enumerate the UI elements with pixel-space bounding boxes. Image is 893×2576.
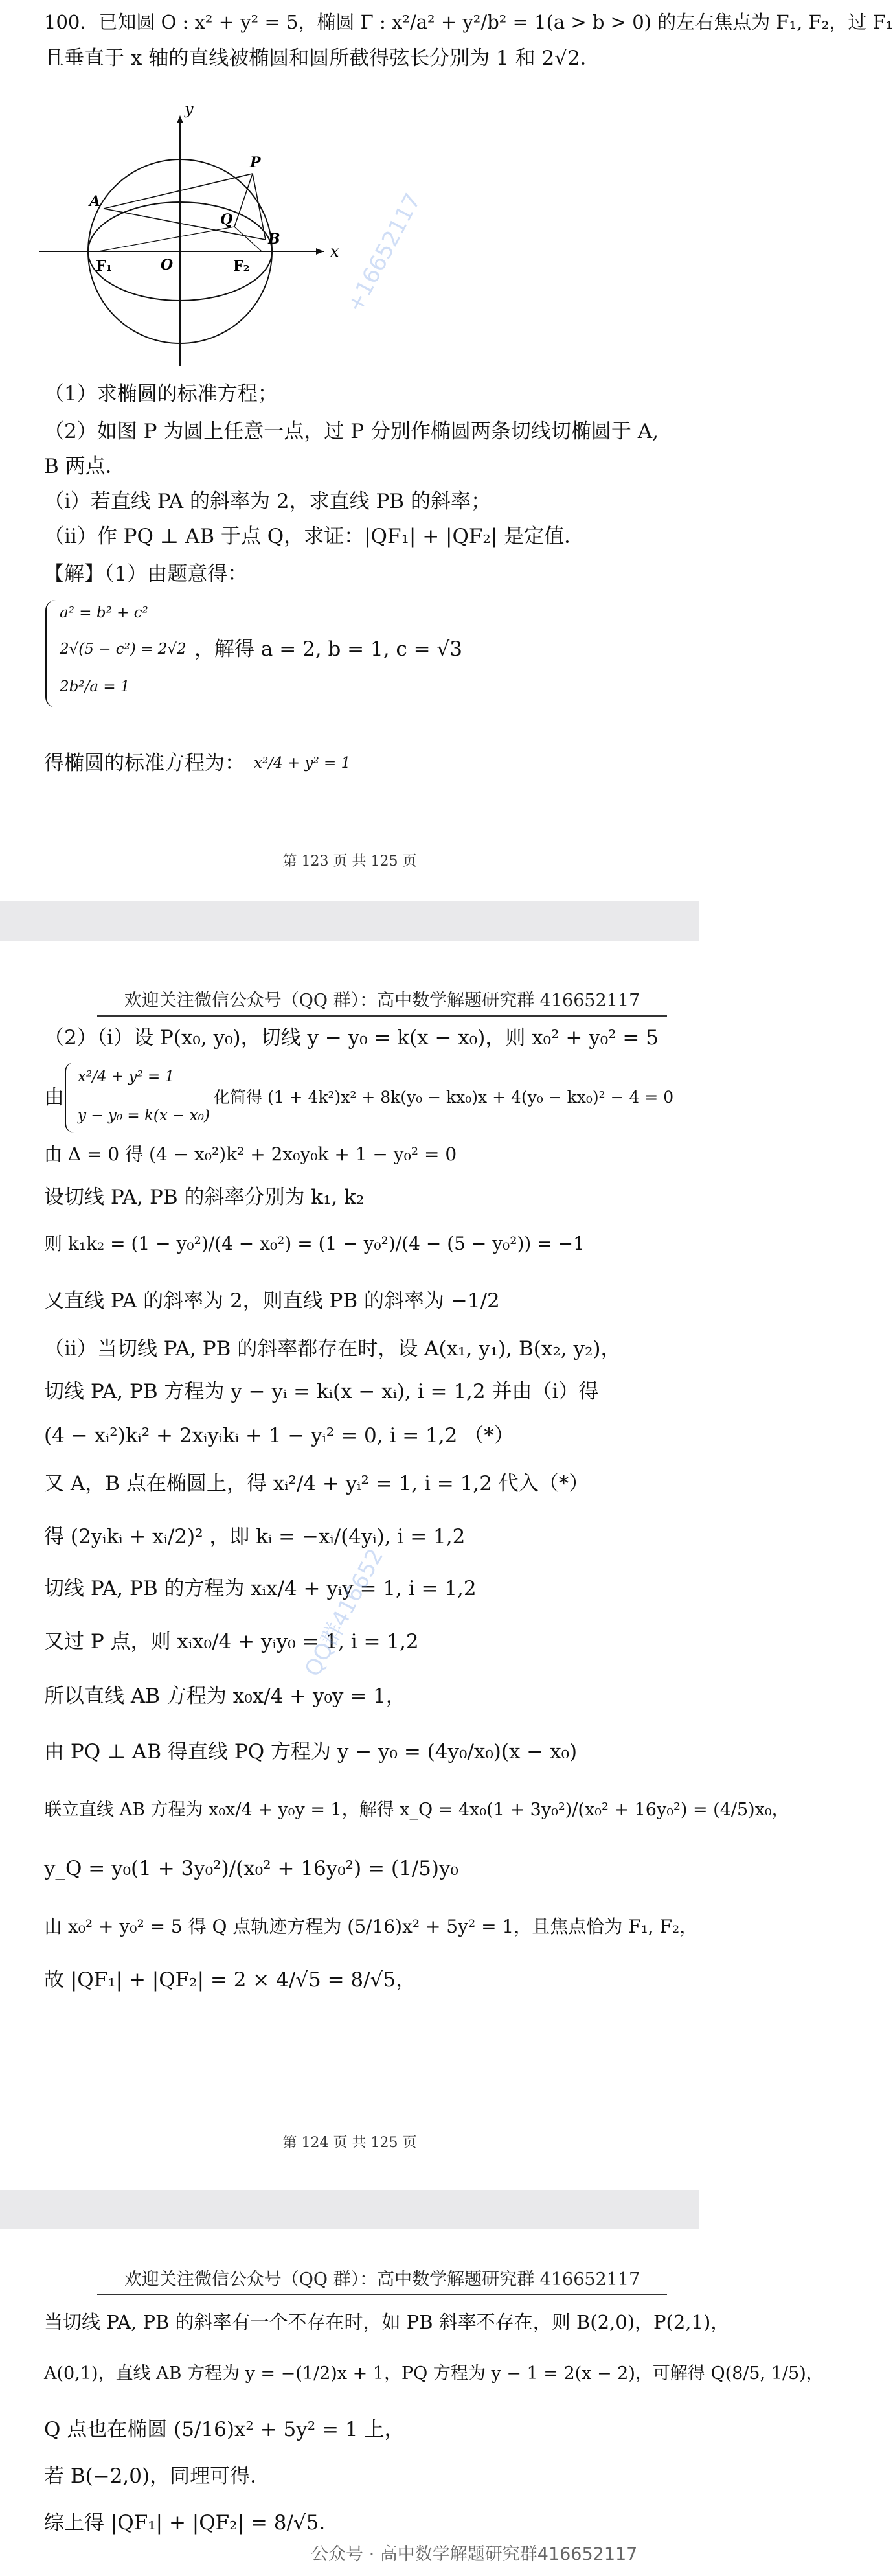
line-4: 设切线 PA, PB 的斜率分别为 k₁, k₂	[44, 1186, 365, 1209]
line-3: 由 Δ = 0 得 (4 − x₀²)k² + 2x₀y₀k + 1 − y₀² = 0	[44, 1144, 457, 1165]
page-separator	[0, 2190, 699, 2229]
line-15: 由 PQ ⊥ AB 得直线 PQ 方程为 y − y₀ = (4y₀/x₀)(x − x₀)	[44, 1740, 578, 1764]
line-9: (4 − xᵢ²)kᵢ² + 2xᵢyᵢkᵢ + 1 − yᵢ² = 0, i = 1,2 （*）	[44, 1424, 514, 1447]
line-11: 得 (2yᵢkᵢ + xᵢ/2)² ，即 kᵢ = −xᵢ/(4yᵢ), i = 1,2	[44, 1525, 466, 1548]
line-13: 又过 P 点，则 xᵢx₀/4 + yᵢy₀ = 1, i = 1,2	[44, 1630, 419, 1653]
line-2-prefix: 由	[44, 1086, 64, 1109]
label-f1: F₁	[96, 258, 113, 275]
std-eq-label: 得椭圆的标准方程为：	[44, 752, 245, 775]
page-header: 欢迎关注微信公众号（QQ 群）：高中数学解题研究群 416652117	[97, 2265, 667, 2295]
question-2-line1: （2）如图 P 为圆上任意一点，过 P 分别作椭圆两条切线切椭圆于 A,	[44, 420, 659, 443]
line-16: 联立直线 AB 方程为 x₀x/4 + y₀y = 1，解得 x_Q = 4x₀(1 + 3y₀²)/(x₀² + 16y₀²) = (4/5)x₀，	[44, 1800, 789, 1820]
line-3: Q 点也在椭圆 (5/16)x² + 5y² = 1 上，	[44, 2418, 405, 2441]
line-6: 又直线 PA 的斜率为 2，则直线 PB 的斜率为 −1/2	[44, 1289, 500, 1313]
page-separator	[0, 901, 699, 941]
system-eq3: 2b²/a = 1	[60, 678, 130, 695]
problem-statement-line2: 且垂直于 x 轴的直线被椭圆和圆所截得弦长分别为 1 和 2√2．	[44, 47, 600, 70]
solution-heading: 【解】（1）由题意得：	[44, 562, 248, 586]
label-q: Q	[220, 211, 233, 228]
label-o: O	[161, 257, 174, 273]
page-footer: 第 124 页 共 125 页	[282, 2135, 417, 2151]
line-4: 若 B(−2,0)，同理可得．	[44, 2465, 271, 2488]
line-7: （ii）当切线 PA, PB 的斜率都存在时，设 A(x₁, y₁), B(x₂, y₂)，	[44, 1337, 621, 1361]
system-brace	[45, 600, 56, 707]
ellipse-circle-figure	[39, 97, 343, 369]
watermark-2: QQ群416652	[300, 1544, 389, 1681]
question-1: （1）求椭圆的标准方程；	[44, 382, 278, 406]
label-f2: F₂	[233, 258, 250, 275]
question-2-i: （i）若直线 PA 的斜率为 2，求直线 PB 的斜率；	[44, 490, 491, 513]
line-2: A(0,1)，直线 AB 方程为 y = −(1/2)x + 1，PQ 方程为 y − 1 = 2(x − 2)，可解得 Q(8/5, 1/5)，	[44, 2363, 824, 2384]
line-19: 故 |QF₁| + |QF₂| = 2 × 4/√5 = 8/√5，	[44, 1968, 416, 1992]
page-footer: 第 123 页 共 125 页	[282, 853, 417, 869]
line-14: 所以直线 AB 方程为 x₀x/4 + y₀y = 1，	[44, 1685, 406, 1708]
question-2-ii: （ii）作 PQ ⊥ AB 于点 Q，求证：|QF₁| + |QF₂| 是定值．	[44, 525, 585, 548]
line-5: 综上得 |QF₁| + |QF₂| = 8/√5．	[44, 2511, 339, 2535]
label-p: P	[250, 154, 261, 171]
line-10: 又 A，B 点在椭圆上，得 xᵢ²/4 + yᵢ² = 1, i = 1,2 代入（*）	[44, 1472, 589, 1495]
label-a: A	[89, 193, 101, 210]
page-header: 欢迎关注微信公众号（QQ 群）：高中数学解题研究群 416652117	[97, 986, 667, 1017]
label-b: B	[268, 231, 280, 247]
wechat-watermark: 公众号 · 高中数学解题研究群416652117	[311, 2544, 638, 2564]
line-1: 当切线 PA, PB 的斜率有一个不存在时，如 PB 斜率不存在，则 B(2,0)，P(2,1)，	[44, 2311, 730, 2333]
label-y: y	[185, 100, 194, 118]
line-12: 切线 PA, PB 的方程为 xᵢx/4 + yᵢy = 1, i = 1,2	[44, 1577, 477, 1600]
system-eq2: 2√(5 − c²) = 2√2	[60, 641, 187, 658]
question-2-line2: B 两点．	[44, 455, 126, 478]
line-5: 则 k₁k₂ = (1 − y₀²)/(4 − x₀²) = (1 − y₀²)/(4 − (5 − y₀²)) = −1	[44, 1233, 585, 1254]
line-2-post: 化简得 (1 + 4k²)x² + 8k(y₀ − kx₀)x + 4(y₀ − kx₀)² − 4 = 0	[214, 1088, 674, 1107]
watermark-1: +16652117	[342, 189, 426, 317]
system-result: ，解得 a = 2, b = 1, c = √3	[194, 638, 462, 661]
line-2-sys1: x²/4 + y² = 1	[78, 1068, 175, 1085]
std-eq: x²/4 + y² = 1	[254, 755, 351, 772]
line-8: 切线 PA, PB 方程为 y − yᵢ = kᵢ(x − xᵢ), i = 1,2 并由（i）得	[44, 1380, 599, 1403]
system-brace-2	[65, 1063, 74, 1133]
line-1: （2）（i）设 P(x₀, y₀)，切线 y − y₀ = k(x − x₀)，则 x₀² + y₀² = 5	[44, 1026, 659, 1050]
line-2-sys2: y − y₀ = k(x − x₀)	[78, 1107, 210, 1124]
problem-statement-line1: 100．已知圆 O : x² + y² = 5，椭圆 Γ : x²/a² + y²/b² = 1(a > b > 0) 的左右焦点为 F₁, F₂，过 F₁	[44, 11, 893, 33]
system-eq1: a² = b² + c²	[60, 604, 148, 621]
page-124	[0, 941, 789, 2190]
page-125	[0, 2229, 824, 2576]
label-x: x	[330, 242, 339, 260]
line-17: y_Q = y₀(1 + 3y₀²)/(x₀² + 16y₀²) = (1/5)y₀	[44, 1857, 458, 1880]
page-123	[0, 0, 893, 901]
line-18: 由 x₀² + y₀² = 5 得 Q 点轨迹方程为 (5/16)x² + 5y² = 1，且焦点恰为 F₁, F₂，	[44, 1916, 698, 1937]
